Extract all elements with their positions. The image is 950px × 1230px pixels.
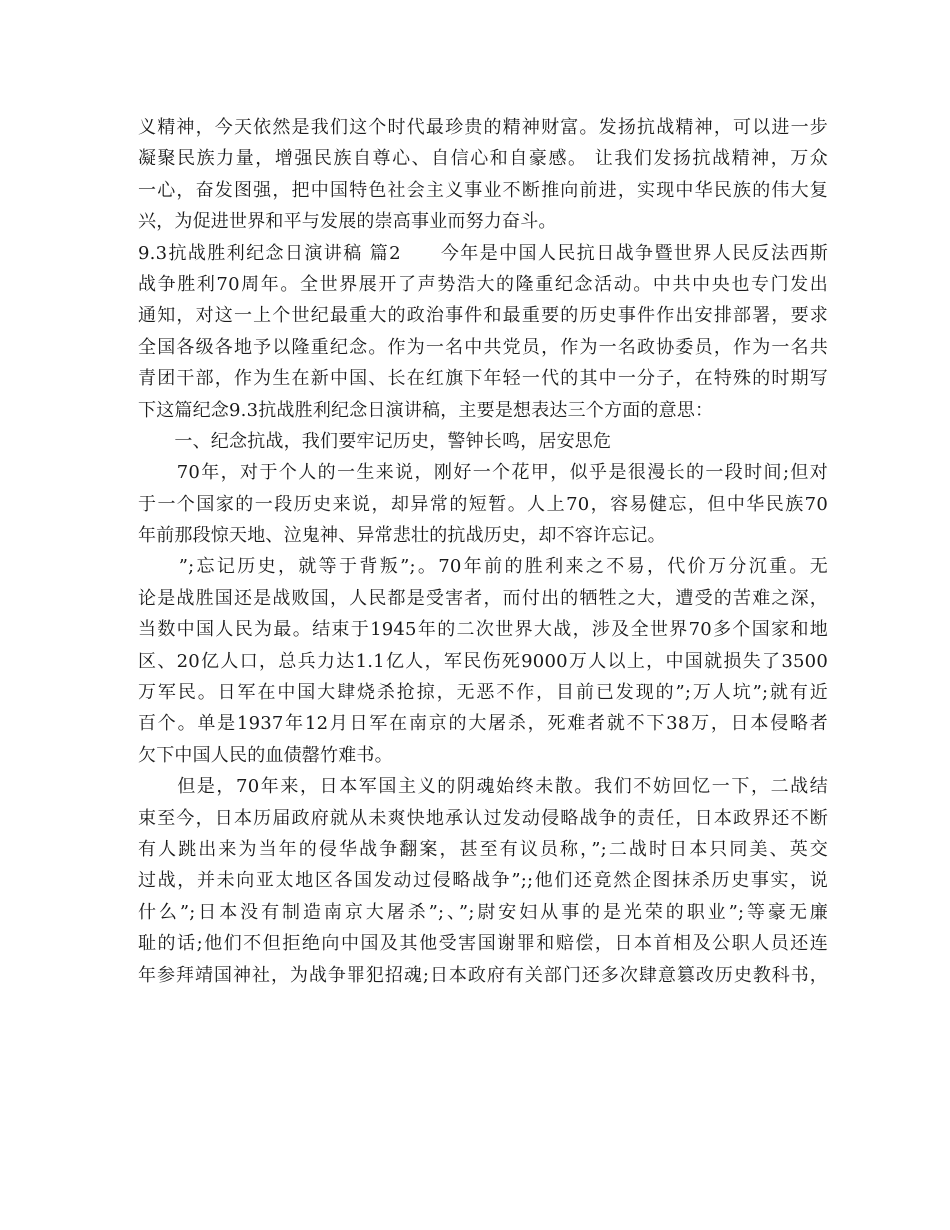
text-line: 青团干部，作为生在新中国、长在红旗下年轻一代的其中一分子，在特殊的时期写 (138, 368, 828, 390)
text-line: 什么”;日本没有制造南京大屠杀”;、”;尉安妇从事的是光荣的职业”;等豪无廉 (138, 901, 828, 923)
text-line: 万军民。日军在中国大肆烧杀抢掠，无恶不作，目前已发现的”;万人坑”;就有近 (138, 682, 828, 704)
text-line: 一心，奋发图强，把中国特色社会主义事业不断推向前进，实现中华民族的伟大复 (138, 179, 828, 201)
text-line: 于一个国家的一段历史来说，却异常的短暂。人上70，容易健忘，但中华民族70 (138, 493, 828, 515)
text-line: 一、纪念抗战，我们要牢记历史，警钟长鸣，居安思危 (138, 430, 612, 452)
text-line: 区、20亿人口，总兵力达1.1亿人，军民伤死9000万人以上，中国就损失了3500 (138, 650, 828, 672)
text-line: 兴，为促进世界和平与发展的崇高事业而努力奋斗。 (138, 211, 557, 233)
text-line: 论是战胜国还是战败国，人民都是受害者，而付出的牺牲之大，遭受的苦难之深， (138, 587, 828, 609)
text-line: 70年，对于个人的一生来说，刚好一个花甲，似乎是很漫长的一段时间;但对 (138, 462, 828, 484)
text-line: 耻的话;他们不但拒绝向中国及其他受害国谢罪和赔偿，日本首相及公职人员还连 (138, 933, 828, 955)
text-line: 有人跳出来为当年的侵华战争翻案，甚至有议员称，”;二战时日本只同美、英交 (138, 838, 828, 860)
text-line: 9.3抗战胜利纪念日演讲稿 篇2 今年是中国人民抗日战争暨世界人民反法西斯 (138, 242, 828, 264)
text-line: 当数中国人民为最。结束于1945年的二次世界大战，涉及全世界70多个国家和地 (138, 619, 828, 641)
text-line: 下这篇纪念9.3抗战胜利纪念日演讲稿，主要是想表达三个方面的意思： (138, 399, 714, 421)
document-body (138, 112, 828, 991)
text-line: 但是，70年来，日本军国主义的阴魂始终未散。我们不妨回忆一下，二战结 (138, 776, 828, 798)
text-line: 束至今，日本历届政府就从未爽快地承认过发动侵略战争的责任，日本政界还不断 (138, 807, 828, 829)
text-line: 义精神，今天依然是我们这个时代最珍贵的精神财富。发扬抗战精神，可以进一步 (138, 117, 828, 138)
text-line: 年前那段惊天地、泣鬼神、异常悲壮的抗战历史，却不容许忘记。 (138, 525, 666, 547)
text-line: 全国各级各地予以隆重纪念。作为一名中共党员，作为一名政协委员，作为一名共 (138, 336, 828, 358)
text-line: ”;忘记历史，就等于背叛”;。70年前的胜利来之不易，代价万分沉重。无 (138, 556, 828, 578)
text-line: 战争胜利70周年。全世界展开了声势浩大的隆重纪念活动。中共中央也专门发出 (138, 273, 828, 295)
text-line: 年参拜靖国神社，为战争罪犯招魂;日本政府有关部门还多次肆意篡改历史教科书， (138, 964, 828, 986)
text-line: 凝聚民族力量，增强民族自尊心、自信心和自豪感。 让我们发扬抗战精神，万众 (138, 148, 828, 170)
text-line: 百个。单是1937年12月日军在南京的大屠杀，死难者就不下38万，日本侵略者 (138, 713, 828, 735)
text-line: 通知，对这一上个世纪最重大的政治事件和最重要的历史事件作出安排部署，要求 (138, 305, 828, 327)
text-line: 欠下中国人民的血债罄竹难书。 (138, 744, 393, 766)
text-line: 过战，并未向亚太地区各国发动过侵略战争”;;他们还竟然企图抹杀历史事实，说 (138, 870, 828, 892)
